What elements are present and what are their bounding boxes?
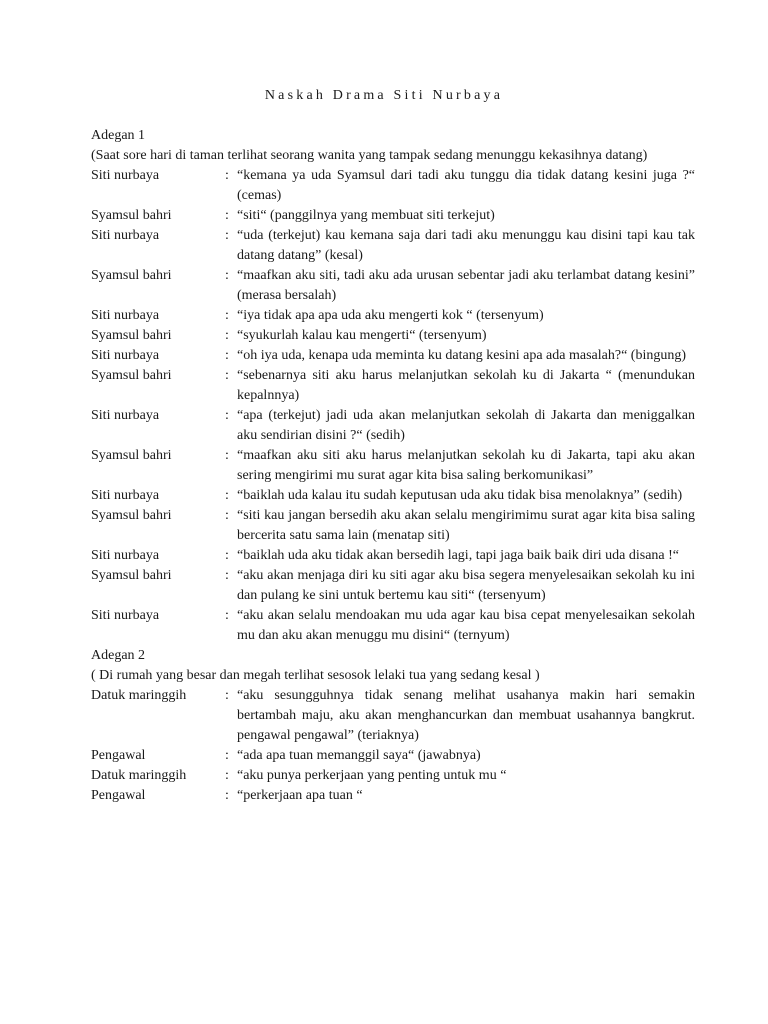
speaker-name: Siti nurbaya: [91, 488, 160, 503]
colon: :: [225, 768, 229, 783]
stage-direction: (Saat sore hari di taman terlihat seorang wanita yang tampak sedang menunggu kekasihnya datang): [91, 148, 648, 163]
dialogue-line: [91, 746, 695, 766]
colon: :: [225, 168, 229, 183]
dialogue-line: [91, 546, 695, 566]
dialogue-text: “siti“ (panggilnya yang membuat siti terkejut): [237, 208, 495, 223]
speaker-name: Syamsul bahri: [91, 448, 172, 463]
colon: :: [225, 448, 229, 463]
speaker-name: Syamsul bahri: [91, 508, 172, 523]
dialogue-text: “siti kau jangan bersedih aku akan selalu mengirimimu surat agar kita bisa saling bercerita satu sama lain (menatap siti): [237, 508, 695, 543]
speaker-name: Siti nurbaya: [91, 548, 160, 563]
speaker-name: Siti nurbaya: [91, 308, 160, 323]
document-title: Naskah Drama Siti Nurbaya: [264, 88, 504, 103]
dialogue-text: “aku akan menjaga diri ku siti agar aku bisa segera menyelesaikan sekolah ku ini dan pulang ke sini untuk bertemu kau siti“ (tersenyum): [237, 568, 695, 603]
colon: :: [225, 488, 229, 503]
dialogue-text: “aku sesungguhnya tidak senang melihat usahanya makin hari semakin bertambah maju, aku akan menghancurkan dan membuat usahannya bangkrut. pengawal pengawal” (teriaknya): [237, 688, 695, 743]
dialogue-text: “syukurlah kalau kau mengerti“ (tersenyum): [237, 328, 487, 343]
dialogue-line: [91, 306, 695, 326]
dialogue-text: “baiklah uda aku tidak akan bersedih lagi, tapi jaga baik baik diri uda disana !“: [237, 548, 680, 563]
dialogue-line: [91, 766, 695, 786]
dialogue-line: [91, 786, 695, 806]
speaker-name: Siti nurbaya: [91, 168, 160, 183]
dialogue-line: [91, 166, 695, 206]
colon: :: [225, 308, 229, 323]
dialogue-line: [91, 686, 695, 746]
dialogue-text: “kemana ya uda Syamsul dari tadi aku tunggu dia tidak datang kesini juga ?“ (cemas): [237, 168, 695, 203]
speaker-name: Syamsul bahri: [91, 208, 172, 223]
colon: :: [225, 748, 229, 763]
colon: :: [225, 508, 229, 523]
speaker-name: Pengawal: [91, 748, 146, 763]
dialogue-text: “ada apa tuan memanggil saya“ (jawabnya): [237, 748, 481, 763]
dialogue-text: “sebenarnya siti aku harus melanjutkan sekolah ku di Jakarta “ (menundukan kepalnnya): [237, 368, 695, 403]
colon: :: [225, 228, 229, 243]
speaker-name: Siti nurbaya: [91, 408, 160, 423]
speaker-name: Siti nurbaya: [91, 228, 160, 243]
scene-heading: Adegan 1: [91, 128, 146, 143]
speaker-name: Syamsul bahri: [91, 368, 172, 383]
colon: :: [225, 348, 229, 363]
dialogue-text: “aku punya perkerjaan yang penting untuk mu “: [237, 768, 507, 783]
dialogue-text: “aku akan selalu mendoakan mu uda agar kau bisa cepat menyelesaikan sekolah mu dan aku akan menuggu mu disini“ (ternyum): [237, 608, 695, 643]
dialogue-text: “apa (terkejut) jadi uda akan melanjutkan sekolah di Jakarta dan meniggalkan aku sendirian disini ?“ (sedih): [237, 408, 695, 443]
dialogue-text: “uda (terkejut) kau kemana saja dari tadi aku menunggu kau disini tapi kau tak datang datang” (kesal): [237, 228, 695, 263]
dialogue-line: [91, 206, 695, 226]
dialogue-text: “iya tidak apa apa uda aku mengerti kok “ (tersenyum): [237, 308, 544, 323]
speaker-name: Siti nurbaya: [91, 348, 160, 363]
dialogue-text: “maafkan aku siti aku harus melanjutkan sekolah ku di Jakarta, tapi aku akan sering mengirimi mu surat agar kita bisa saling berkomunikasi”: [237, 448, 695, 483]
speaker-name: Siti nurbaya: [91, 608, 160, 623]
dialogue-text: “oh iya uda, kenapa uda meminta ku datang kesini apa ada masalah?“ (bingung): [237, 348, 686, 363]
speaker-name: Datuk maringgih: [91, 768, 187, 783]
dialogue-line: [91, 326, 695, 346]
speaker-name: Syamsul bahri: [91, 568, 172, 583]
dialogue-line: [91, 486, 695, 506]
dialogue-line: [91, 566, 695, 606]
colon: :: [225, 608, 229, 623]
dialogue-line: [91, 226, 695, 266]
scene-heading: Adegan 2: [91, 648, 146, 663]
speaker-name: Datuk maringgih: [91, 688, 187, 703]
colon: :: [225, 408, 229, 423]
script-body: [91, 126, 695, 806]
dialogue-line: [91, 266, 695, 306]
colon: :: [225, 368, 229, 383]
colon: :: [225, 208, 229, 223]
colon: :: [225, 688, 229, 703]
speaker-name: Pengawal: [91, 788, 146, 803]
dialogue-line: [91, 406, 695, 446]
colon: :: [225, 548, 229, 563]
dialogue-text: “baiklah uda kalau itu sudah keputusan uda aku tidak bisa menolaknya” (sedih): [237, 488, 683, 503]
dialogue-line: [91, 606, 695, 646]
speaker-name: Syamsul bahri: [91, 268, 172, 283]
dialogue-text: “maafkan aku siti, tadi aku ada urusan sebentar jadi aku terlambat datang kesini” (merasa bersalah): [237, 268, 695, 303]
speaker-name: Syamsul bahri: [91, 328, 172, 343]
colon: :: [225, 568, 229, 583]
dialogue-text: “perkerjaan apa tuan “: [237, 788, 363, 803]
colon: :: [225, 788, 229, 803]
colon: :: [225, 328, 229, 343]
dialogue-line: [91, 446, 695, 486]
colon: :: [225, 268, 229, 283]
dialogue-line: [91, 346, 695, 366]
dialogue-line: [91, 506, 695, 546]
dialogue-line: [91, 366, 695, 406]
stage-direction: ( Di rumah yang besar dan megah terlihat sesosok lelaki tua yang sedang kesal ): [91, 668, 540, 683]
